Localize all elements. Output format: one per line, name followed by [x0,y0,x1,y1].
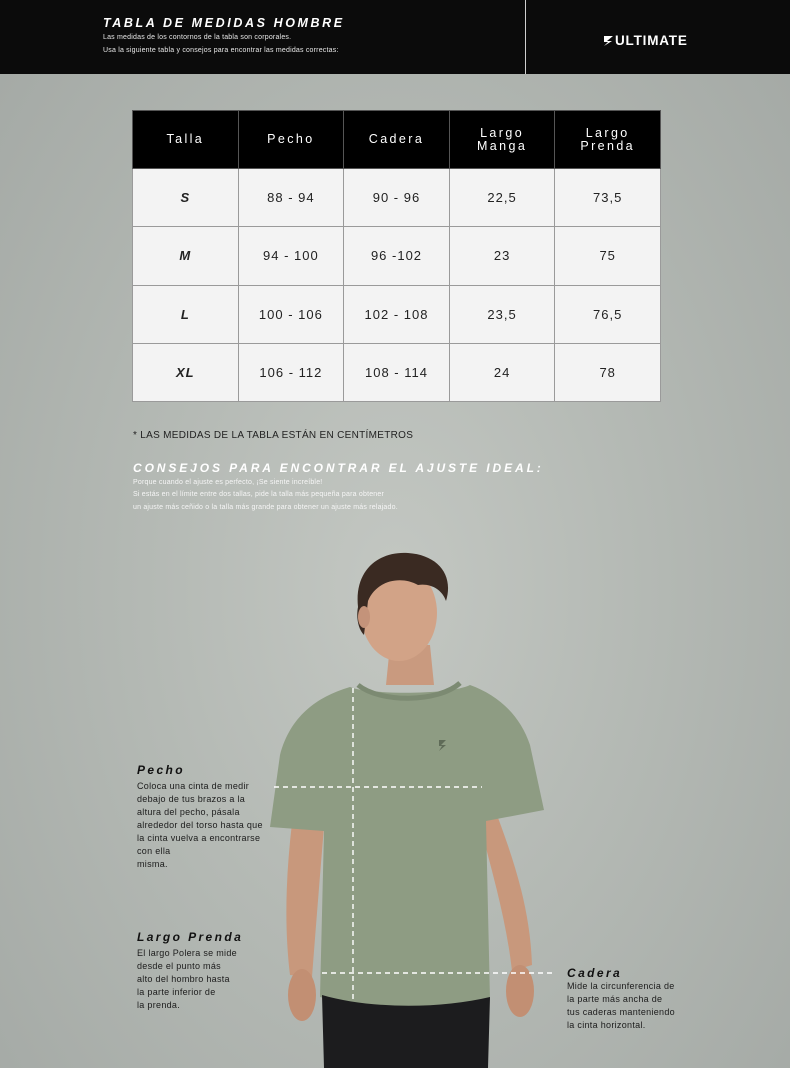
table-cell: 73,5 [555,169,661,227]
units-note: * LAS MEDIDAS DE LA TABLA ESTÁN EN CENTÍMETROS [133,430,414,441]
header-subtitle: Las medidas de los contornos de la tabla son corporales. [103,34,292,41]
column-header-talla: Talla [133,111,239,169]
pecho-description: Coloca una cinta de medir debajo de tus brazos a la altura del pecho, pásala alrededor del torso hasta que la cinta vuelva a encontrarse con ella misma. [137,781,263,869]
page-title: TABLA DE MEDIDAS HOMBRE [103,16,345,30]
table-header-row [133,111,661,169]
size-table [132,110,661,402]
table-cell: 23 [449,227,555,285]
table-cell: 96 -102 [344,227,450,285]
table-row [133,169,661,227]
largo-prenda-title: Largo Prenda [137,930,244,944]
column-header-pecho: Pecho [238,111,344,169]
ultimate-logo-icon [603,35,614,47]
table-cell: 23,5 [449,285,555,343]
tips-text: Si estás en el límite entre dos tallas, pide la talla más pequeña para obtener [133,491,385,498]
pecho-title: Pecho [137,763,186,777]
table-cell: 100 - 106 [238,285,344,343]
brand-logo[interactable] [603,33,688,48]
size-cell: L [133,285,239,343]
column-header-largo-prenda: Largo Prenda [555,111,661,169]
header-subtitle: Usa la siguiente tabla y consejos para encontrar las medidas correctas: [103,47,339,54]
tips-text: un ajuste más ceñido o la talla más grande para obtener un ajuste más relajado. [133,504,398,511]
header-divider [525,0,526,74]
table-cell: 94 - 100 [238,227,344,285]
cadera-description: Mide la circunferencia de la parte más ancha de tus caderas manteniendo la cinta horizontal. [567,981,675,1030]
column-header-largo-manga: Largo Manga [449,111,555,169]
header-bar [0,0,790,74]
table-cell: 108 - 114 [344,343,450,401]
table-cell: 24 [449,343,555,401]
table-cell: 106 - 112 [238,343,344,401]
table-row [133,285,661,343]
model-illustration [250,545,570,1068]
table-cell: 76,5 [555,285,661,343]
column-header-cadera: Cadera [344,111,450,169]
tips-title: CONSEJOS PARA ENCONTRAR EL AJUSTE IDEAL: [133,461,544,475]
largo-prenda-description: El largo Polera se mide desde el punto más alto del hombro hasta la parte inferior de la prenda. [137,948,237,1010]
table-cell: 102 - 108 [344,285,450,343]
table-cell: 75 [555,227,661,285]
table-cell: 22,5 [449,169,555,227]
table-row [133,343,661,401]
size-cell: M [133,227,239,285]
table-row [133,227,661,285]
table-cell: 88 - 94 [238,169,344,227]
table-cell: 90 - 96 [344,169,450,227]
brand-name: ULTIMATE [615,33,688,48]
tips-text: Porque cuando el ajuste es perfecto, ¡Se siente increíble! [133,479,323,486]
size-cell: XL [133,343,239,401]
size-cell: S [133,169,239,227]
table-cell: 78 [555,343,661,401]
cadera-title: Cadera [567,966,623,980]
